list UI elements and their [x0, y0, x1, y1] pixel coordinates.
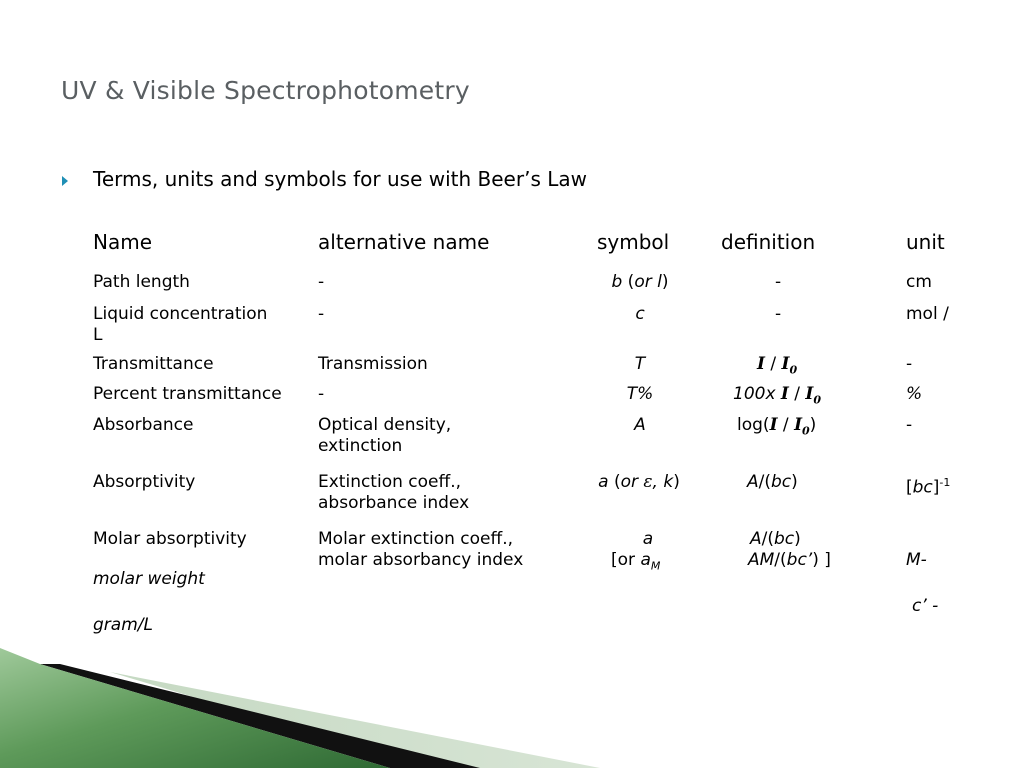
- bullet-arrow-icon: [62, 176, 68, 186]
- header-unit: unit: [906, 230, 945, 254]
- row-definition: A/(bc): [750, 529, 801, 549]
- row-alt: -: [318, 304, 325, 324]
- c-prime-text: c’ -: [912, 596, 939, 616]
- row-alt: Molar extinction coeff.,: [318, 529, 514, 549]
- row-unit: %: [906, 384, 923, 404]
- row-name: Percent transmittance: [93, 384, 282, 404]
- row-symbol-wrap: [or $a_M$: [611, 550, 661, 573]
- row-alt: -: [318, 272, 325, 292]
- row-definition: $\log(I / I_0)$: [737, 415, 817, 438]
- slide-title: UV & Visible Spectrophotometry: [61, 76, 470, 105]
- row-symbol: a (or ε, k): [598, 472, 680, 492]
- row-name-wrap: L: [93, 325, 103, 345]
- header-name: Name: [93, 230, 153, 254]
- row-name: Absorptivity: [93, 472, 196, 492]
- row-definition: A/(bc): [747, 472, 798, 492]
- row-symbol: a: [642, 529, 654, 549]
- row-alt: Transmission: [318, 354, 428, 374]
- row-unit: cm: [906, 272, 932, 292]
- row-definition: 100x I / $I_0$: [733, 384, 822, 407]
- row-alt-wrap: extinction: [318, 436, 403, 456]
- row-alt-wrap: absorbance index: [318, 493, 470, 513]
- row-symbol: T%: [626, 384, 654, 404]
- row-symbol: T: [634, 354, 646, 374]
- row-definition: -: [775, 272, 782, 292]
- row-unit: M-: [906, 550, 927, 570]
- row-definition: -: [775, 304, 782, 324]
- header-alternative-name: alternative name: [318, 230, 490, 254]
- row-unit: -: [906, 354, 913, 374]
- row-unit: -: [906, 415, 913, 435]
- row-definition-wrap: AM/(bc’) ]: [748, 550, 831, 570]
- row-alt-wrap: molar absorbancy index: [318, 550, 524, 570]
- header-symbol: symbol: [597, 230, 670, 254]
- gram-per-liter-text: gram/L: [93, 615, 153, 635]
- row-name: Liquid concentration: [93, 304, 268, 324]
- header-definition: definition: [721, 230, 816, 254]
- row-name: Path length: [93, 272, 190, 292]
- bullet-text: Terms, units and symbols for use with Beer’s Law: [93, 167, 587, 191]
- row-alt: Extinction coeff.,: [318, 472, 462, 492]
- row-symbol: c: [635, 304, 645, 324]
- row-unit: mol /: [906, 304, 949, 324]
- molar-weight-text: molar weight: [93, 569, 205, 589]
- row-alt: -: [318, 384, 325, 404]
- row-name: Molar absorptivity: [93, 529, 247, 549]
- row-symbol: b (or l): [611, 272, 669, 292]
- row-name: Transmittance: [93, 354, 214, 374]
- row-symbol: A: [634, 415, 646, 435]
- row-unit: [bc]$^{-1}$: [906, 476, 951, 498]
- row-definition: I / $I_0$: [757, 354, 798, 377]
- row-name: Absorbance: [93, 415, 194, 435]
- row-alt: Optical density,: [318, 415, 452, 435]
